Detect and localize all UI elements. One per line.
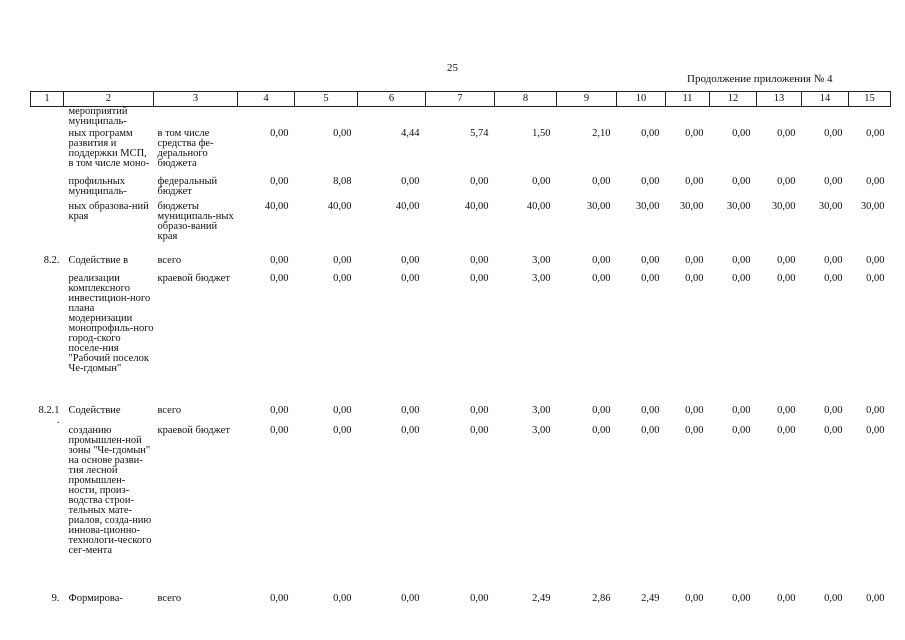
amount-cell: 0,00 (777, 592, 796, 604)
amount-cell: 0,00 (685, 404, 704, 416)
amount-cell: 3,00 (532, 404, 551, 416)
amount-cell: 0,00 (270, 272, 289, 284)
measure-name: реализации комплексного инвестицион-ного плана модернизации монопрофиль-ного город-ского поселе-ния "Рабочий поселок Че-гдомын" (68, 272, 154, 374)
amount-cell: 0,00 (641, 424, 660, 436)
amount-cell: 0,00 (592, 424, 611, 436)
amount-cell (238, 107, 295, 129)
amount-cell: 0,00 (401, 254, 420, 266)
measure-name: Содействие в (68, 254, 129, 266)
amount-cell: 0,00 (866, 404, 885, 416)
measure-name: Содействие (68, 404, 121, 416)
table-row (31, 594, 891, 608)
amount-cell: 0,00 (866, 272, 885, 284)
amount-cell: 0,00 (777, 127, 796, 139)
amount-cell: 0,00 (270, 424, 289, 436)
amount-cell: 0,00 (333, 254, 352, 266)
amount-cell: 0,00 (270, 175, 289, 187)
amount-cell: 0,00 (333, 404, 352, 416)
column-header: 1 (31, 92, 64, 107)
row-spacer (31, 392, 891, 406)
amount-cell: 0,00 (641, 272, 660, 284)
amount-cell: 0,00 (592, 254, 611, 266)
amount-cell: 0,00 (685, 424, 704, 436)
amount-cell: 40,00 (264, 200, 289, 212)
amount-cell: 0,00 (333, 592, 352, 604)
amount-cell: 0,00 (470, 592, 489, 604)
table-row (31, 426, 891, 594)
row-index: 8.2. (43, 254, 60, 266)
measure-name: профильных муниципаль- (68, 175, 127, 197)
table-row (31, 274, 891, 392)
amount-cell: 0,00 (333, 127, 352, 139)
amount-cell: 0,00 (401, 592, 420, 604)
amount-cell: 0,00 (824, 424, 843, 436)
continuation-label: Продолжение приложения № 4 (687, 73, 833, 85)
amount-cell: 0,00 (532, 175, 551, 187)
amount-cell: 0,00 (866, 175, 885, 187)
table-body (31, 107, 891, 608)
amount-cell: 0,00 (777, 424, 796, 436)
amount-cell (295, 107, 358, 129)
amount-cell: 30,00 (586, 200, 611, 212)
amount-cell: 30,00 (726, 200, 751, 212)
amount-cell: 0,00 (824, 404, 843, 416)
amount-cell: 40,00 (526, 200, 551, 212)
funding-source (154, 107, 238, 129)
funding-source: краевой бюджет (157, 272, 230, 284)
measure-name: мероприятий муниципаль- (68, 106, 128, 127)
table-row (31, 256, 891, 274)
amount-cell: 0,00 (470, 424, 489, 436)
row-index (31, 426, 64, 594)
row-index (31, 202, 64, 250)
amount-cell: 0,00 (866, 592, 885, 604)
amount-cell: 0,00 (401, 175, 420, 187)
amount-cell: 0,00 (866, 424, 885, 436)
amount-cell: 0,00 (685, 272, 704, 284)
funding-source: всего (157, 404, 182, 416)
amount-cell: 0,00 (270, 127, 289, 139)
table-row (31, 177, 891, 202)
amount-cell (666, 107, 710, 129)
amount-cell: 30,00 (635, 200, 660, 212)
amount-cell (802, 107, 849, 129)
amount-cell: 0,00 (732, 127, 751, 139)
amount-cell: 3,00 (532, 424, 551, 436)
amount-cell: 2,49 (641, 592, 660, 604)
amount-cell: 8,08 (333, 175, 352, 187)
amount-cell: 0,00 (824, 127, 843, 139)
table-row (31, 129, 891, 177)
funding-source: в том числе средства фе-дерального бюджета (157, 127, 214, 169)
column-header: 8 (495, 92, 557, 107)
amount-cell: 0,00 (685, 254, 704, 266)
column-header: 15 (849, 92, 891, 107)
column-header: 7 (426, 92, 495, 107)
amount-cell: 0,00 (732, 404, 751, 416)
amount-cell: 0,00 (866, 254, 885, 266)
amount-cell (757, 107, 802, 129)
amount-cell: 0,00 (824, 592, 843, 604)
amount-cell: 1,50 (532, 127, 551, 139)
amount-cell: 0,00 (401, 424, 420, 436)
amount-cell: 0,00 (592, 175, 611, 187)
amount-cell: 30,00 (860, 200, 885, 212)
amount-cell: 0,00 (592, 272, 611, 284)
funding-source: всего (157, 592, 182, 604)
measure-name: созданию промышлен-ной зоны "Че-гдомын" на основе разви-тия лесной промышлен-ности, произ-водства строи-тельных мате-риалов, созда-нию иннова-ционно-технологи-ческого сег-мента (68, 424, 152, 556)
amount-cell: 0,00 (641, 404, 660, 416)
amount-cell: 0,00 (470, 272, 489, 284)
row-index (31, 107, 64, 129)
table-row (31, 107, 891, 129)
measure-name: ных программ развития и поддержки МСП, в том числе моно- (68, 127, 150, 169)
amount-cell: 5,74 (470, 127, 489, 139)
table-row (31, 202, 891, 250)
row-index (31, 274, 64, 392)
amount-cell: 0,00 (470, 254, 489, 266)
amount-cell: 0,00 (641, 254, 660, 266)
amount-cell: 0,00 (685, 175, 704, 187)
amount-cell: 0,00 (777, 404, 796, 416)
row-index: 8.2.1 . (38, 404, 60, 426)
amount-cell: 0,00 (470, 404, 489, 416)
amount-cell: 0,00 (732, 254, 751, 266)
amount-cell: 0,00 (732, 592, 751, 604)
column-header: 9 (557, 92, 617, 107)
amount-cell: 30,00 (771, 200, 796, 212)
amount-cell: 0,00 (824, 272, 843, 284)
amount-cell: 0,00 (685, 127, 704, 139)
amount-cell: 2,49 (532, 592, 551, 604)
amount-cell: 0,00 (777, 175, 796, 187)
amount-cell (710, 107, 757, 129)
amount-cell: 30,00 (679, 200, 704, 212)
amount-cell (495, 107, 557, 129)
amount-cell (849, 107, 891, 129)
amount-cell: 0,00 (270, 592, 289, 604)
amount-cell: 40,00 (327, 200, 352, 212)
amount-cell: 4,44 (401, 127, 420, 139)
amount-cell: 0,00 (470, 175, 489, 187)
amount-cell: 0,00 (641, 175, 660, 187)
funding-source: всего (157, 254, 182, 266)
amount-cell: 0,00 (401, 272, 420, 284)
amount-cell (617, 107, 666, 129)
amount-cell (358, 107, 426, 129)
amount-cell: 3,00 (532, 272, 551, 284)
amount-cell: 0,00 (777, 272, 796, 284)
column-header: 4 (238, 92, 295, 107)
column-header: 5 (295, 92, 358, 107)
amount-cell: 0,00 (824, 254, 843, 266)
funding-source: федеральный бюджет (157, 175, 218, 197)
row-index (31, 129, 64, 177)
table-row (31, 406, 891, 426)
amount-cell: 0,00 (685, 592, 704, 604)
row-index: 9. (51, 592, 60, 604)
budget-table (30, 91, 891, 608)
funding-source: бюджеты муниципаль-ных образо-ваний края (157, 200, 234, 242)
amount-cell: 0,00 (270, 404, 289, 416)
column-header: 3 (154, 92, 238, 107)
amount-cell: 0,00 (732, 424, 751, 436)
amount-cell (426, 107, 495, 129)
measure-name: ных образова-ний края (68, 200, 149, 222)
amount-cell: 40,00 (464, 200, 489, 212)
amount-cell: 30,00 (818, 200, 843, 212)
amount-cell: 2,86 (592, 592, 611, 604)
column-header: 14 (802, 92, 849, 107)
amount-cell: 0,00 (866, 127, 885, 139)
amount-cell: 0,00 (592, 404, 611, 416)
amount-cell: 2,10 (592, 127, 611, 139)
column-header: 10 (617, 92, 666, 107)
column-number-header (31, 92, 891, 107)
page-number: 25 (447, 62, 458, 74)
column-header: 13 (757, 92, 802, 107)
amount-cell: 0,00 (777, 254, 796, 266)
funding-source: краевой бюджет (157, 424, 230, 436)
amount-cell (557, 107, 617, 129)
column-header: 11 (666, 92, 710, 107)
amount-cell: 0,00 (732, 175, 751, 187)
amount-cell: 40,00 (395, 200, 420, 212)
amount-cell: 3,00 (532, 254, 551, 266)
amount-cell: 0,00 (333, 272, 352, 284)
column-header: 12 (710, 92, 757, 107)
amount-cell: 0,00 (732, 272, 751, 284)
amount-cell: 0,00 (401, 404, 420, 416)
row-index (31, 177, 64, 202)
measure-name: Формирова- (68, 592, 123, 604)
amount-cell: 0,00 (333, 424, 352, 436)
column-header: 6 (358, 92, 426, 107)
amount-cell: 0,00 (824, 175, 843, 187)
amount-cell: 0,00 (270, 254, 289, 266)
amount-cell: 0,00 (641, 127, 660, 139)
column-header: 2 (64, 92, 154, 107)
